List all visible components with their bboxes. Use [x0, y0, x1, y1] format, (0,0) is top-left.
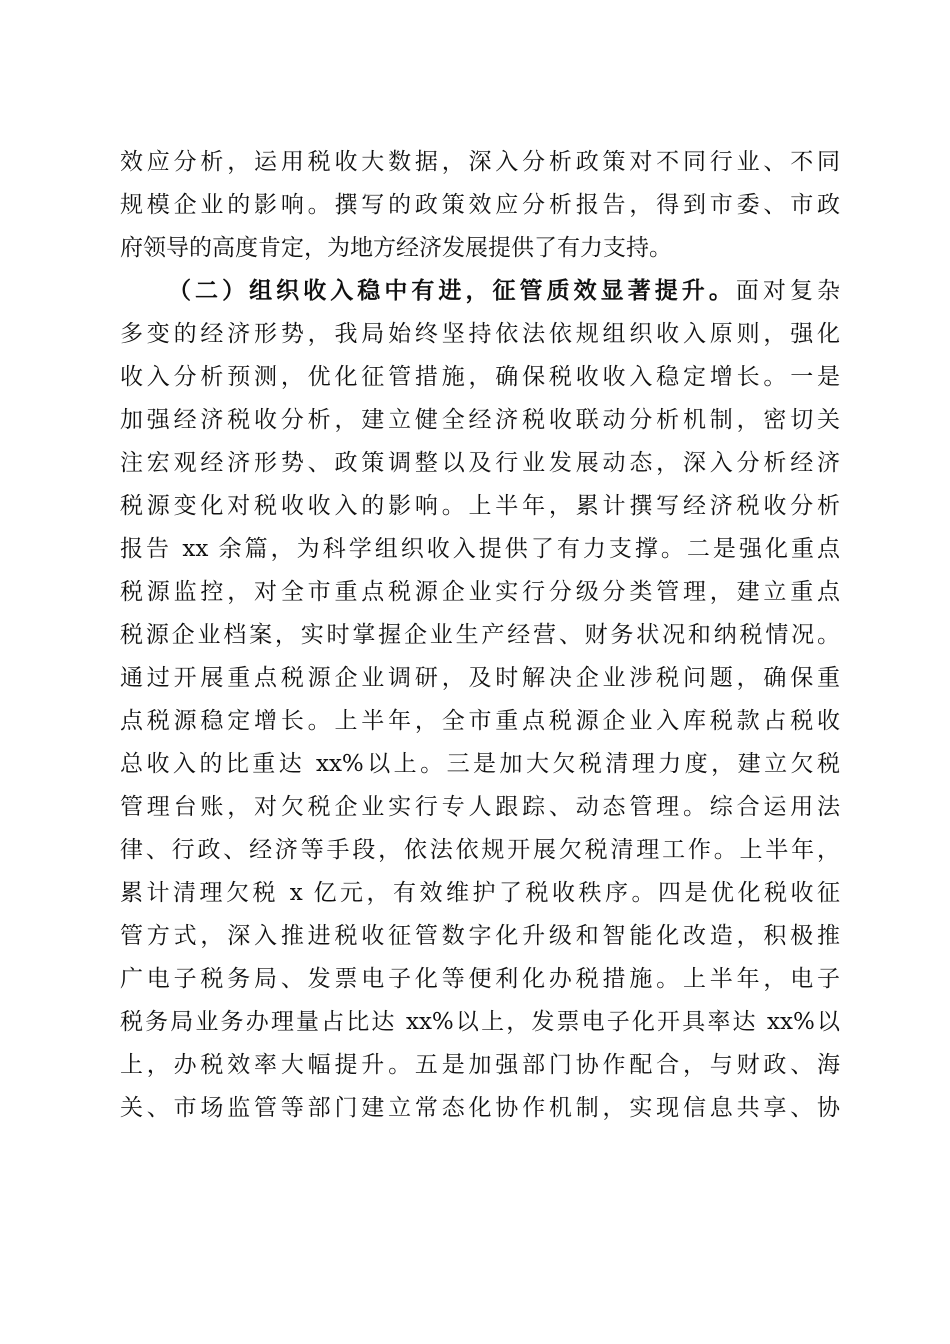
paragraph-text: 面对复杂 [735, 278, 840, 304]
paragraph-line: 报告 xx 余篇，为科学组织收入提供了有力支撑。二是强化重点 [120, 536, 840, 562]
paragraph-line: 点税源稳定增长。上半年，全市重点税源企业入库税款占税收 [120, 708, 840, 734]
section-heading: （二）组织收入稳中有进，征管质效显著提升。 [168, 277, 736, 304]
paragraph-line: 管方式，深入推进税收征管数字化升级和智能化改造，积极推 [120, 923, 840, 949]
paragraph-line: 关、市场监管等部门建立常态化协作机制，实现信息共享、协 [120, 1095, 840, 1121]
paragraph-line: 府领导的高度肯定，为地方经济发展提供了有力支持。 [120, 235, 672, 261]
paragraph-line: 规模企业的影响。撰写的政策效应分析报告，得到市委、市政 [120, 192, 840, 218]
paragraph-line: 收入分析预测，优化征管措施，确保税收收入稳定增长。一是 [120, 364, 840, 390]
paragraph-line: 广电子税务局、发票电子化等便利化办税措施。上半年，电子 [120, 966, 840, 992]
paragraph-line: 税源变化对税收收入的影响。上半年，累计撰写经济税收分析 [120, 493, 840, 519]
paragraph-line: 累计清理欠税 x 亿元，有效维护了税收秩序。四是优化税收征 [120, 880, 840, 906]
paragraph-line: 税务局业务办理量占比达 xx%以上，发票电子化开具率达 xx%以 [120, 1009, 840, 1035]
paragraph-line: 上，办税效率大幅提升。五是加强部门协作配合，与财政、海 [120, 1052, 840, 1078]
paragraph-line: 税源监控，对全市重点税源企业实行分级分类管理，建立重点 [120, 579, 840, 605]
paragraph-line: 多变的经济形势，我局始终坚持依法依规组织收入原则，强化 [120, 321, 840, 347]
paragraph-line: 效应分析，运用税收大数据，深入分析政策对不同行业、不同 [120, 149, 840, 175]
paragraph-line: 律、行政、经济等手段，依法依规开展欠税清理工作。上半年， [120, 837, 840, 863]
paragraph-line: 税源企业档案，实时掌握企业生产经营、财务状况和纳税情况。 [120, 622, 840, 648]
paragraph-line: 通过开展重点税源企业调研，及时解决企业涉税问题，确保重 [120, 665, 840, 691]
paragraph-line: 总收入的比重达 xx%以上。三是加大欠税清理力度，建立欠税 [120, 751, 840, 777]
section-heading-line [168, 269, 840, 313]
paragraph-line: 注宏观经济形势、政策调整以及行业发展动态，深入分析经济 [120, 450, 840, 476]
paragraph-line: 管理台账，对欠税企业实行专人跟踪、动态管理。综合运用法 [120, 794, 840, 820]
paragraph-line: 加强经济税收分析，建立健全经济税收联动分析机制，密切关 [120, 407, 840, 433]
